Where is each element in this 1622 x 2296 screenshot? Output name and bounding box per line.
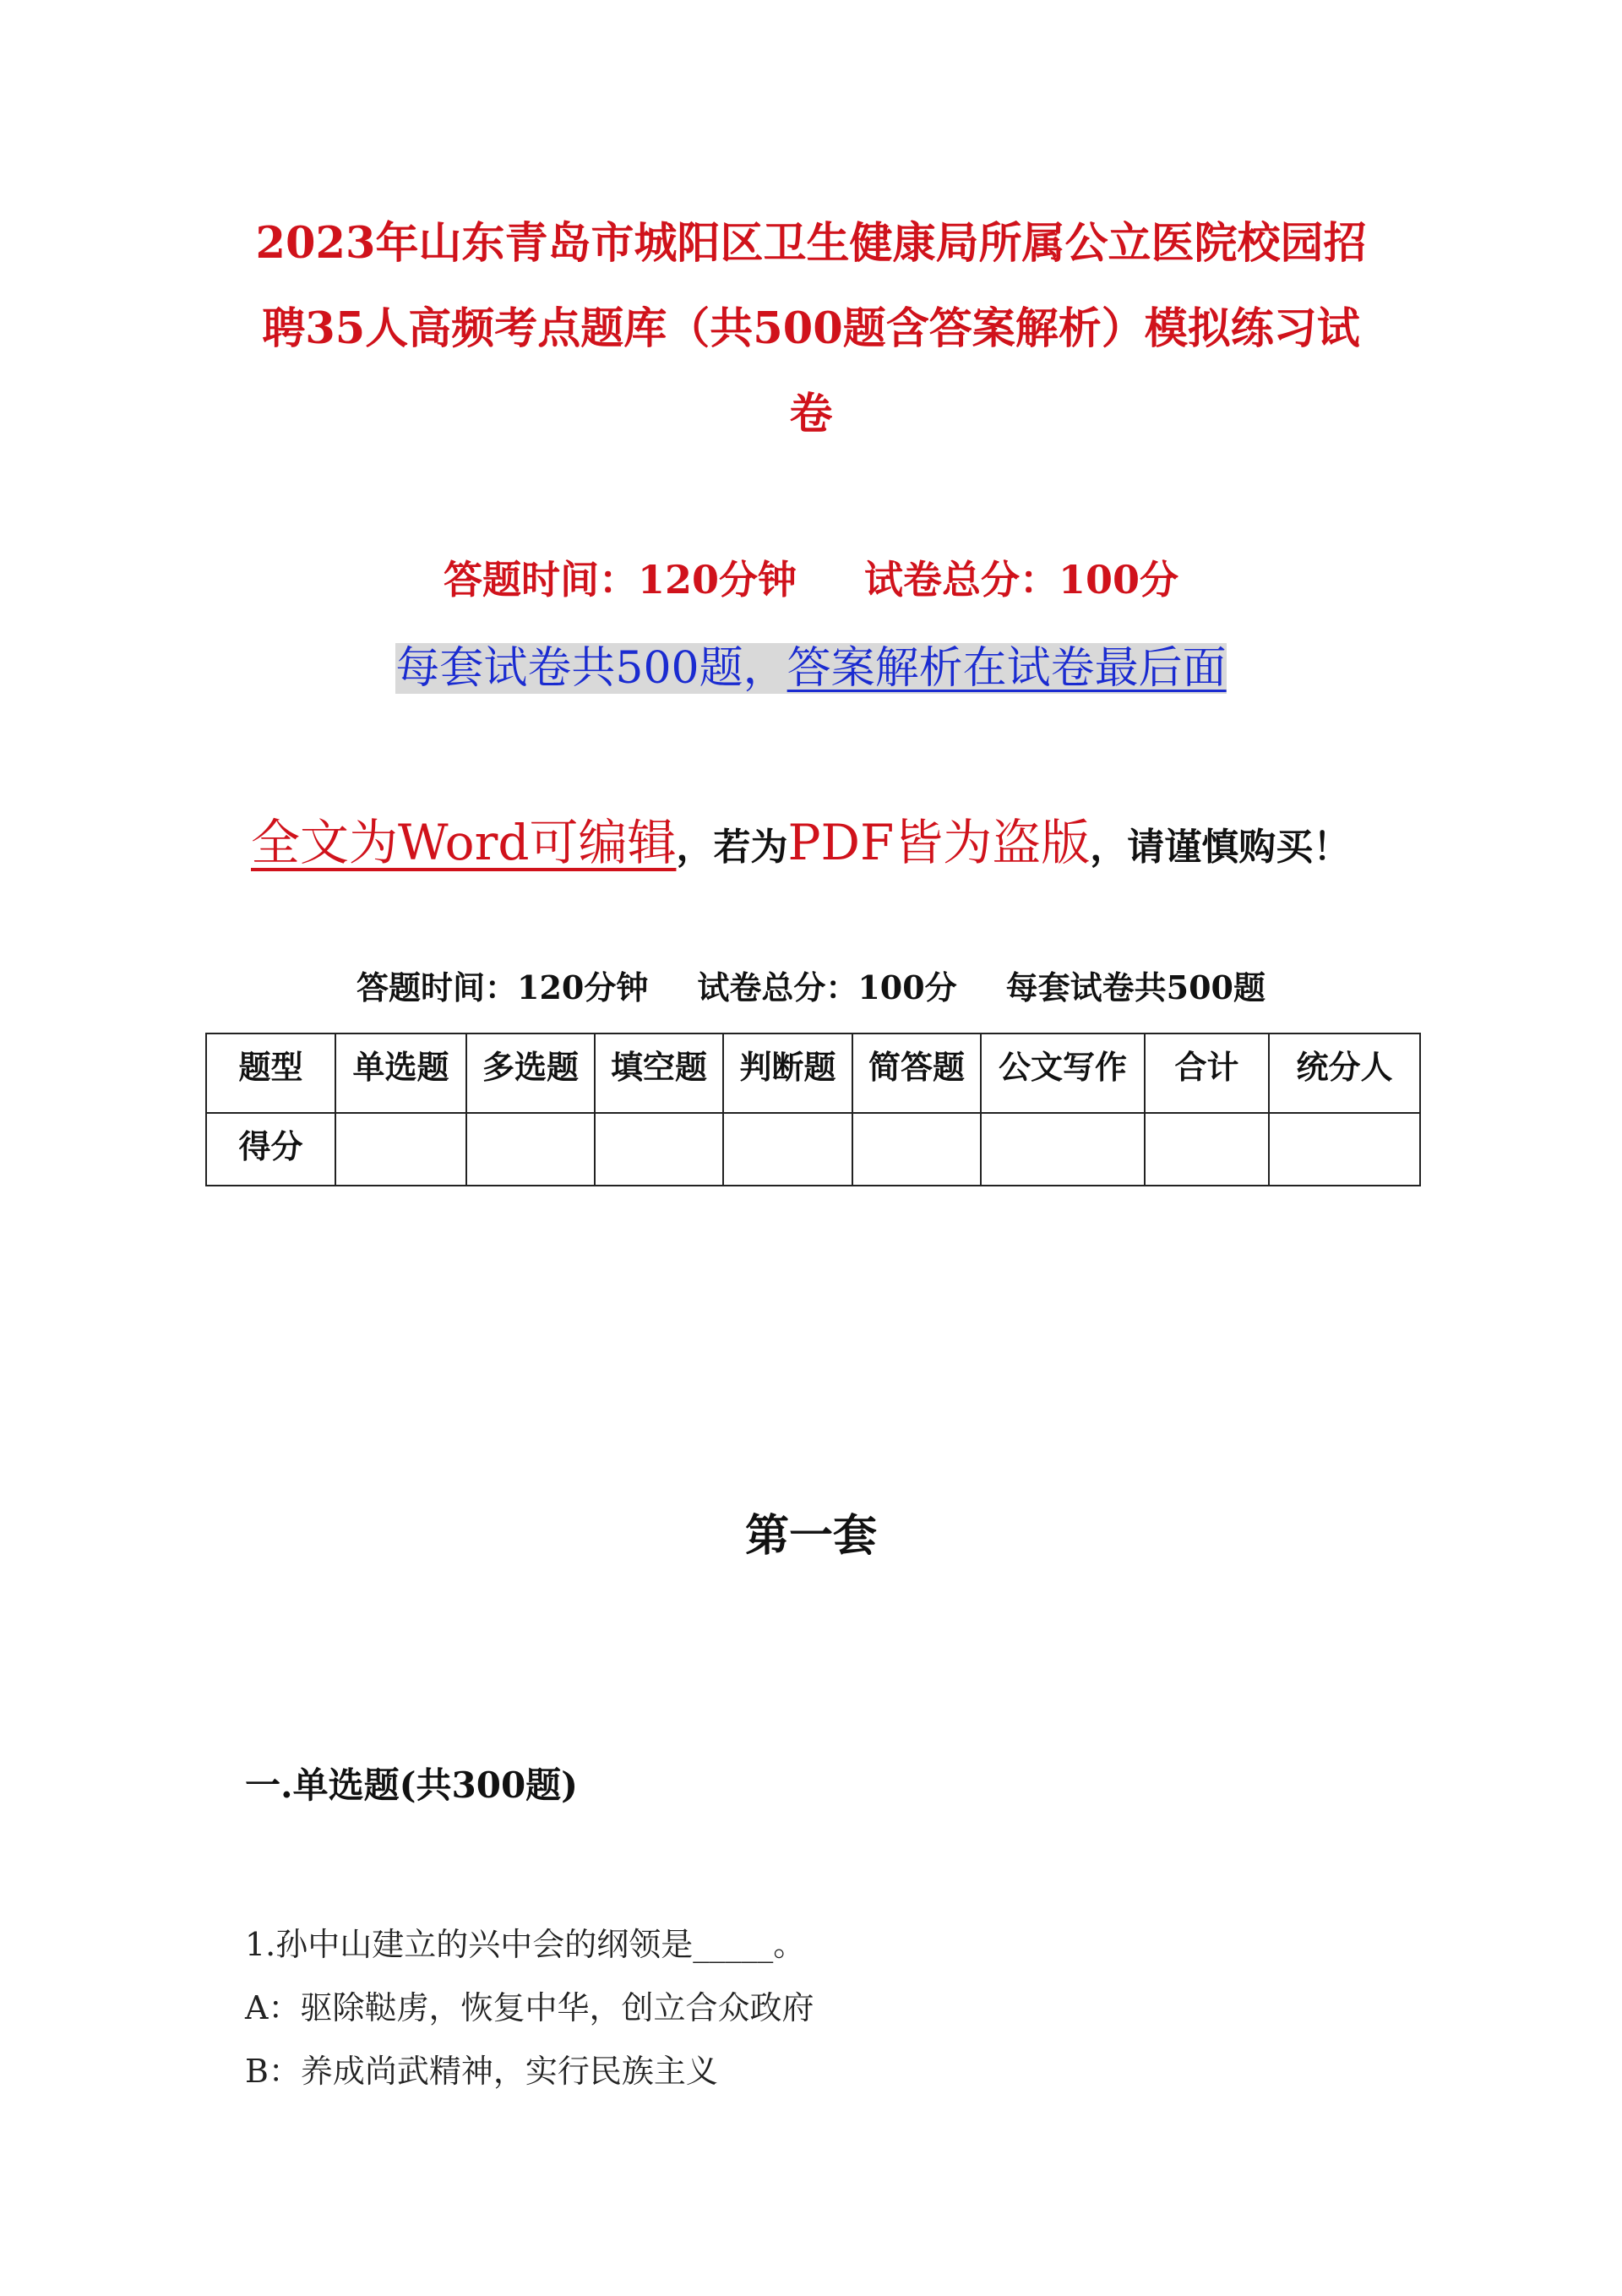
score-cell[interactable] bbox=[466, 1113, 595, 1186]
title-line-2: 聘35人高频考点题库（共500题含答案解析）模拟练习试 bbox=[262, 303, 1360, 354]
word-text-pdf: PDF bbox=[787, 814, 895, 871]
word-editable-text: 全文为Word可编辑 bbox=[251, 814, 677, 871]
title-line-3: 卷 bbox=[789, 389, 833, 439]
exam-total-score: 试卷总分：100分 bbox=[864, 557, 1179, 603]
score-cell[interactable] bbox=[335, 1113, 466, 1186]
score-table-header-cell: 单选题 bbox=[335, 1033, 466, 1113]
score-table-header-cell: 合计 bbox=[1145, 1033, 1269, 1113]
notice-part-b: 500 bbox=[615, 643, 699, 694]
document-title bbox=[211, 201, 1411, 457]
score-table-header-cell: 多选题 bbox=[466, 1033, 595, 1113]
question-option-a: A：驱除鞑虏，恢复中华，创立合众政府 bbox=[245, 1989, 814, 2026]
score-cell[interactable] bbox=[595, 1113, 723, 1186]
copyright-warning bbox=[251, 803, 1350, 874]
meta-count: 每套试卷共500题 bbox=[1005, 968, 1265, 1006]
notice-part-c: 题， bbox=[699, 643, 787, 694]
notice-answer-link[interactable]: 答案解析在试卷最后面 bbox=[787, 643, 1227, 694]
word-text-b: ，若为 bbox=[676, 826, 788, 869]
score-cell[interactable] bbox=[1145, 1113, 1269, 1186]
score-table-header-cell: 填空题 bbox=[595, 1033, 723, 1113]
notice-line bbox=[0, 632, 1622, 695]
score-cell[interactable] bbox=[1269, 1113, 1420, 1186]
score-cell[interactable] bbox=[852, 1113, 981, 1186]
question-stem: 1.孙中山建立的兴中会的纲领是_____。 bbox=[245, 1926, 806, 1963]
score-table-header-cell: 公文写作 bbox=[981, 1033, 1145, 1113]
score-table-header-cell: 简答题 bbox=[852, 1033, 981, 1113]
word-text-e: ，请谨慎购买！ bbox=[1090, 826, 1351, 869]
score-table-header-cell: 判断题 bbox=[723, 1033, 852, 1113]
set-title: 第一套 bbox=[744, 1510, 877, 1562]
notice-part-a: 每套试卷共 bbox=[395, 643, 616, 694]
score-table-header-row bbox=[206, 1033, 1420, 1113]
score-cell[interactable] bbox=[723, 1113, 852, 1186]
meta-score: 试卷总分：100分 bbox=[697, 968, 957, 1006]
score-table-score-row bbox=[206, 1113, 1420, 1186]
exam-info bbox=[0, 549, 1622, 605]
title-line-1: 2023年山东青岛市城阳区卫生健康局所属公立医院校园招 bbox=[255, 218, 1367, 269]
meta-time: 答题时间：120分钟 bbox=[357, 968, 649, 1006]
score-table bbox=[205, 1033, 1421, 1186]
score-row-label: 得分 bbox=[206, 1113, 335, 1186]
score-cell[interactable] bbox=[981, 1113, 1145, 1186]
meta-line bbox=[0, 962, 1622, 1008]
score-table-header-cell: 统分人 bbox=[1269, 1033, 1420, 1113]
score-table-header-cell: 题型 bbox=[206, 1033, 335, 1113]
question-option-b: B：养成尚武精神，实行民族主义 bbox=[245, 2053, 718, 2090]
exam-time: 答题时间：120分钟 bbox=[443, 557, 797, 603]
section-title: 一.单选题(共300题) bbox=[245, 1764, 579, 1806]
word-text-piracy: 皆为盗版 bbox=[894, 814, 1091, 871]
